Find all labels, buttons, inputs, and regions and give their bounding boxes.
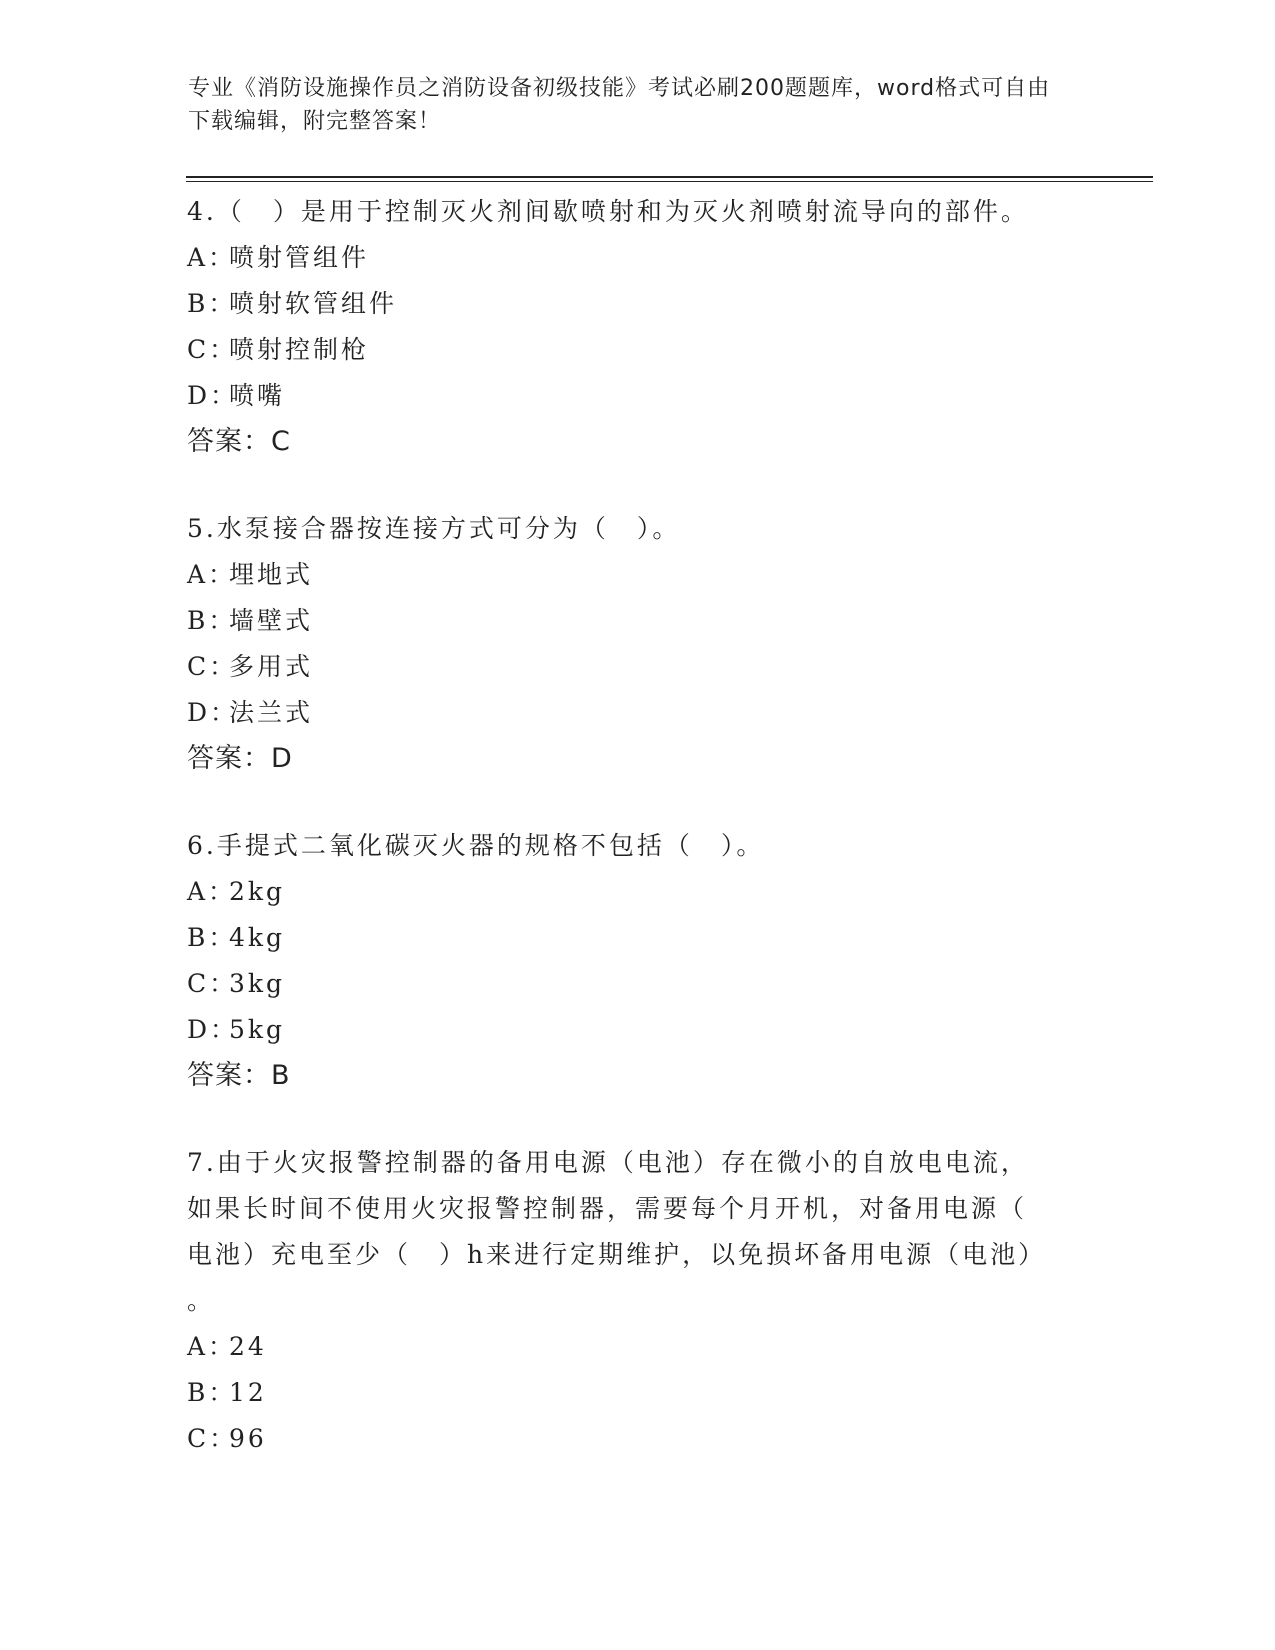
option-c xyxy=(187,644,1087,690)
option-key: D： xyxy=(187,698,239,727)
option-text: 喷射软管组件 xyxy=(229,289,398,318)
option-a xyxy=(187,1324,1087,1370)
question-5 xyxy=(187,506,1087,782)
option-a xyxy=(187,552,1087,598)
option-c xyxy=(187,961,1087,1007)
answer-label: 答案：D xyxy=(187,743,293,774)
option-key: B： xyxy=(187,1378,237,1407)
option-key: C： xyxy=(187,969,238,998)
question-stem-line: 7.由于火灾报警控制器的备用电源（电池）存在微小的自放电电流， xyxy=(187,1148,1029,1177)
header-divider-thin xyxy=(186,181,1153,182)
question-stem: 6.手提式二氧化碳灭火器的规格不包括（ ）。 xyxy=(187,831,765,860)
option-key: D： xyxy=(187,1015,239,1044)
option-key: A： xyxy=(187,877,237,906)
option-key: C： xyxy=(187,652,238,681)
option-d xyxy=(187,1007,1087,1053)
question-stem-line: 电池）充电至少（ ）h来进行定期维护，以免损坏备用电源（电池） xyxy=(187,1240,1047,1269)
option-b xyxy=(187,598,1087,644)
option-key: B： xyxy=(187,923,237,952)
option-text: 法兰式 xyxy=(229,698,314,727)
option-key: C： xyxy=(187,1424,238,1453)
option-key: A： xyxy=(187,243,237,272)
question-stem-line: 如果长时间不使用火灾报警控制器，需要每个月开机，对备用电源（ xyxy=(187,1194,1028,1223)
option-text: 喷射控制枪 xyxy=(229,335,370,364)
option-b xyxy=(187,281,1087,327)
option-d xyxy=(187,373,1087,419)
answer-label: 答案：B xyxy=(187,1060,291,1091)
option-a xyxy=(187,869,1087,915)
option-a xyxy=(187,235,1087,281)
option-key: C： xyxy=(187,335,238,364)
option-text: 墙壁式 xyxy=(229,606,314,635)
option-b xyxy=(187,915,1087,961)
option-key: A： xyxy=(187,560,237,589)
option-text: 3kg xyxy=(229,969,286,998)
question-list xyxy=(187,189,1087,1503)
document-header: 专业《消防设施操作员之消防设备初级技能》考试必刷200题题库，word格式可自由下载编辑，附完整答案！ xyxy=(188,76,1051,134)
option-key: B： xyxy=(187,606,237,635)
question-stem: 4.（ ）是用于控制灭火剂间歇喷射和为灭火剂喷射流导向的部件。 xyxy=(187,197,1029,226)
question-stem: 5.水泵接合器按连接方式可分为（ ）。 xyxy=(187,514,681,543)
option-d xyxy=(187,690,1087,736)
question-stem-line: 。 xyxy=(187,1286,216,1315)
option-text: 多用式 xyxy=(229,652,314,681)
question-7 xyxy=(187,1140,1087,1462)
option-c xyxy=(187,1416,1087,1462)
option-key: A： xyxy=(187,1332,237,1361)
option-key: B： xyxy=(187,289,237,318)
option-text: 喷射管组件 xyxy=(229,243,370,272)
answer-label: 答案：C xyxy=(187,426,291,457)
option-c xyxy=(187,327,1087,373)
option-key: D： xyxy=(187,381,239,410)
option-text: 12 xyxy=(229,1378,267,1407)
header-divider-thick xyxy=(186,176,1153,178)
option-text: 5kg xyxy=(229,1015,286,1044)
option-text: 埋地式 xyxy=(229,560,314,589)
option-text: 24 xyxy=(229,1332,267,1361)
question-4 xyxy=(187,189,1087,465)
option-text: 96 xyxy=(229,1424,267,1453)
option-text: 喷嘴 xyxy=(229,381,286,410)
option-text: 4kg xyxy=(229,923,286,952)
question-6 xyxy=(187,823,1087,1099)
option-text: 2kg xyxy=(229,877,286,906)
option-b xyxy=(187,1370,1087,1416)
